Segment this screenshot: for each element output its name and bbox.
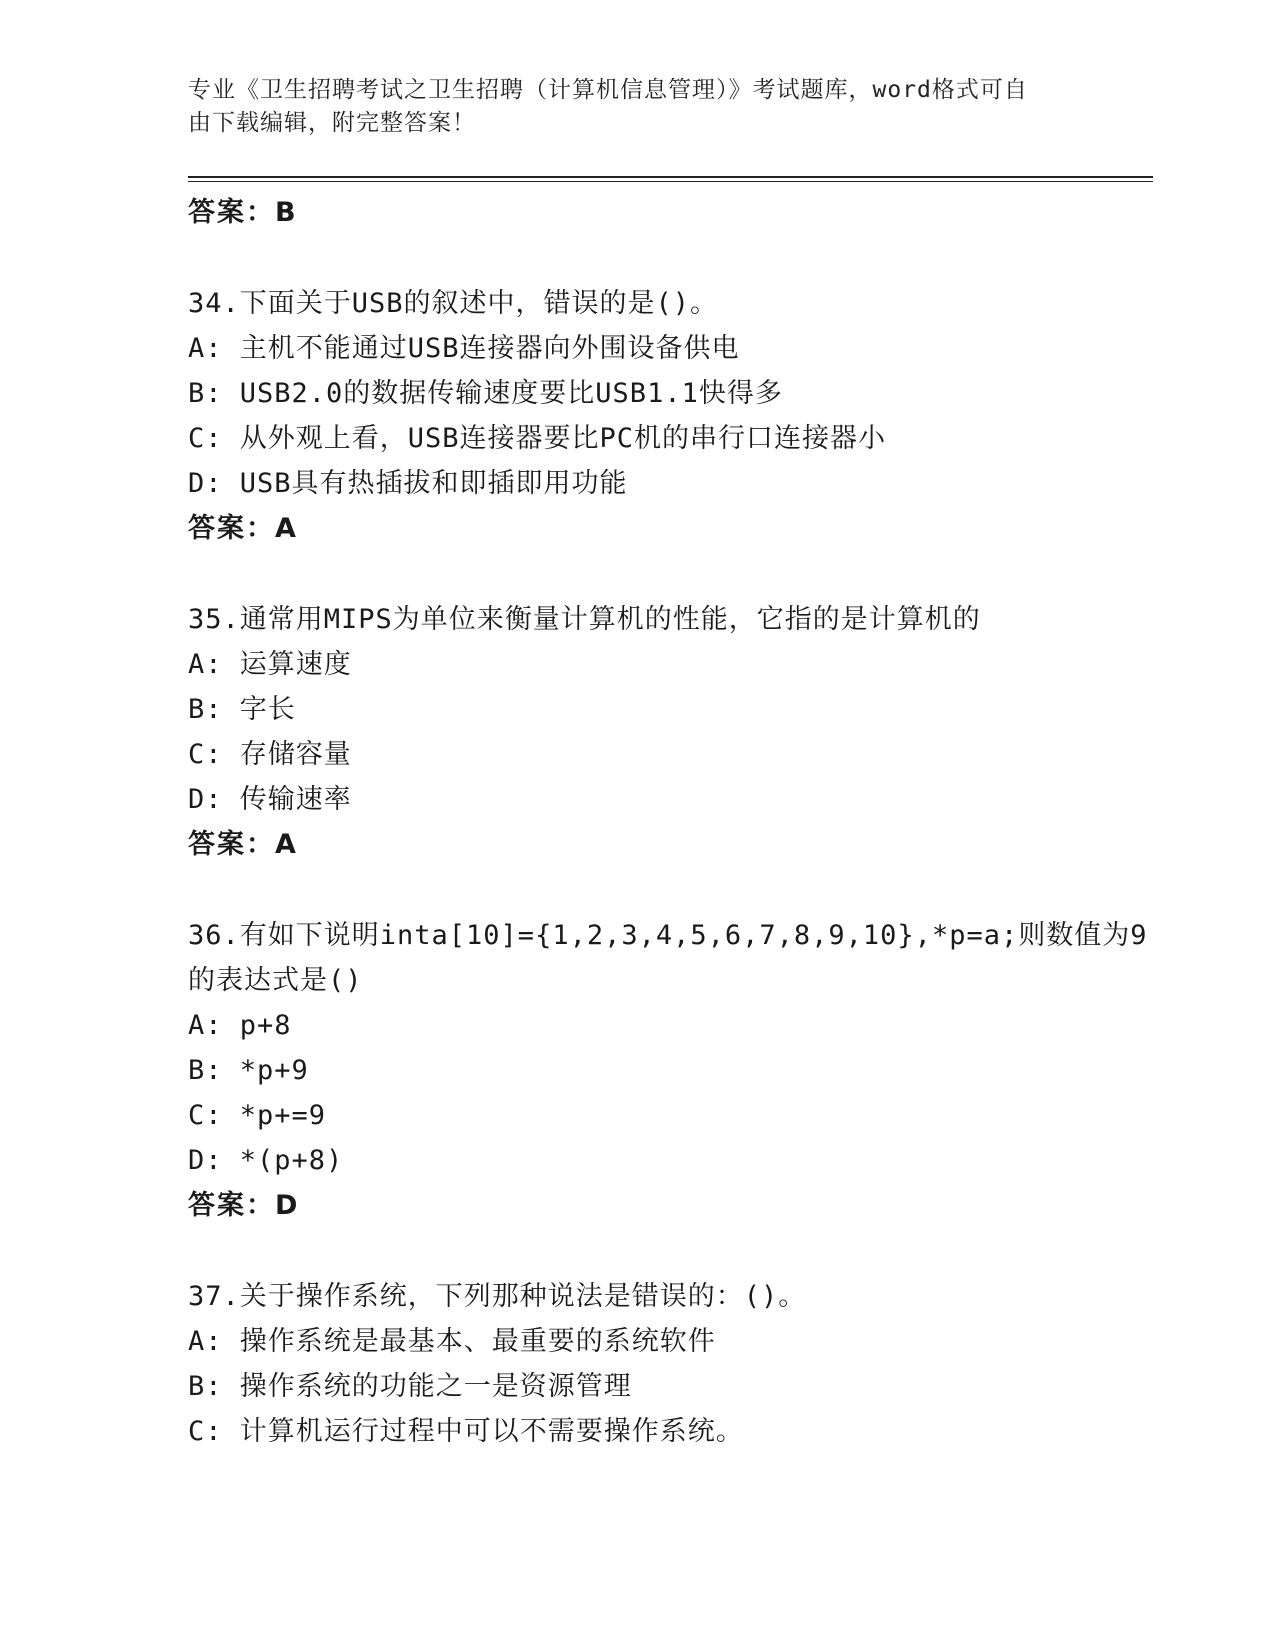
page-header (188, 74, 1068, 140)
option-b: B: USB2.0的数据传输速度要比USB1.1快得多 (188, 378, 783, 409)
question-34 (188, 281, 1088, 551)
spacer (188, 551, 1088, 597)
spacer (188, 235, 1088, 281)
previous-answer: 答案：B (188, 197, 298, 228)
option-c: C: 存储容量 (188, 739, 352, 770)
spacer (188, 1228, 1088, 1274)
option-a: A: 操作系统是最基本、最重要的系统软件 (188, 1326, 716, 1357)
option-a: A: 运算速度 (188, 649, 352, 680)
header-divider (188, 176, 1153, 178)
question-37 (188, 1274, 1088, 1454)
spacer (188, 867, 1088, 913)
option-c: C: 从外观上看，USB连接器要比PC机的串行口连接器小 (188, 423, 887, 454)
question-text: 34.下面关于USB的叙述中，错误的是()。 (188, 288, 719, 319)
option-a: A: p+8 (188, 1010, 292, 1041)
question-36 (188, 913, 1148, 1228)
option-c: C: 计算机运行过程中可以不需要操作系统。 (188, 1416, 744, 1447)
question-text: 37.关于操作系统，下列那种说法是错误的：()。 (188, 1281, 807, 1312)
option-b: B: *p+9 (188, 1055, 309, 1086)
question-text: 36.有如下说明inta[10]={1,2,3,4,5,6,7,8,9,10},*p=a;则数值为9 (188, 920, 1148, 951)
answer-label: 答案：D (188, 1190, 300, 1221)
option-c: C: *p+=9 (188, 1100, 327, 1131)
question-text: 35.通常用MIPS为单位来衡量计算机的性能，它指的是计算机的 (188, 604, 981, 635)
question-list (188, 190, 1148, 1454)
answer-label: 答案：A (188, 829, 298, 860)
header-divider-thin (188, 181, 1153, 182)
option-d: D: USB具有热插拔和即插即用功能 (188, 468, 628, 499)
header-line-1: 专业《卫生招聘考试之卫生招聘（计算机信息管理）》考试题库，word格式可自 (188, 77, 1028, 103)
option-a: A: 主机不能通过USB连接器向外围设备供电 (188, 333, 740, 364)
option-d: D: 传输速率 (188, 784, 352, 815)
question-text-continued: 的表达式是() (188, 965, 363, 996)
header-line-2: 由下载编辑，附完整答案！ (188, 110, 476, 136)
option-b: B: 操作系统的功能之一是资源管理 (188, 1371, 632, 1402)
question-35 (188, 597, 1088, 867)
option-b: B: 字长 (188, 694, 296, 725)
option-d: D: *(p+8) (188, 1145, 344, 1176)
answer-label: 答案：A (188, 513, 298, 544)
